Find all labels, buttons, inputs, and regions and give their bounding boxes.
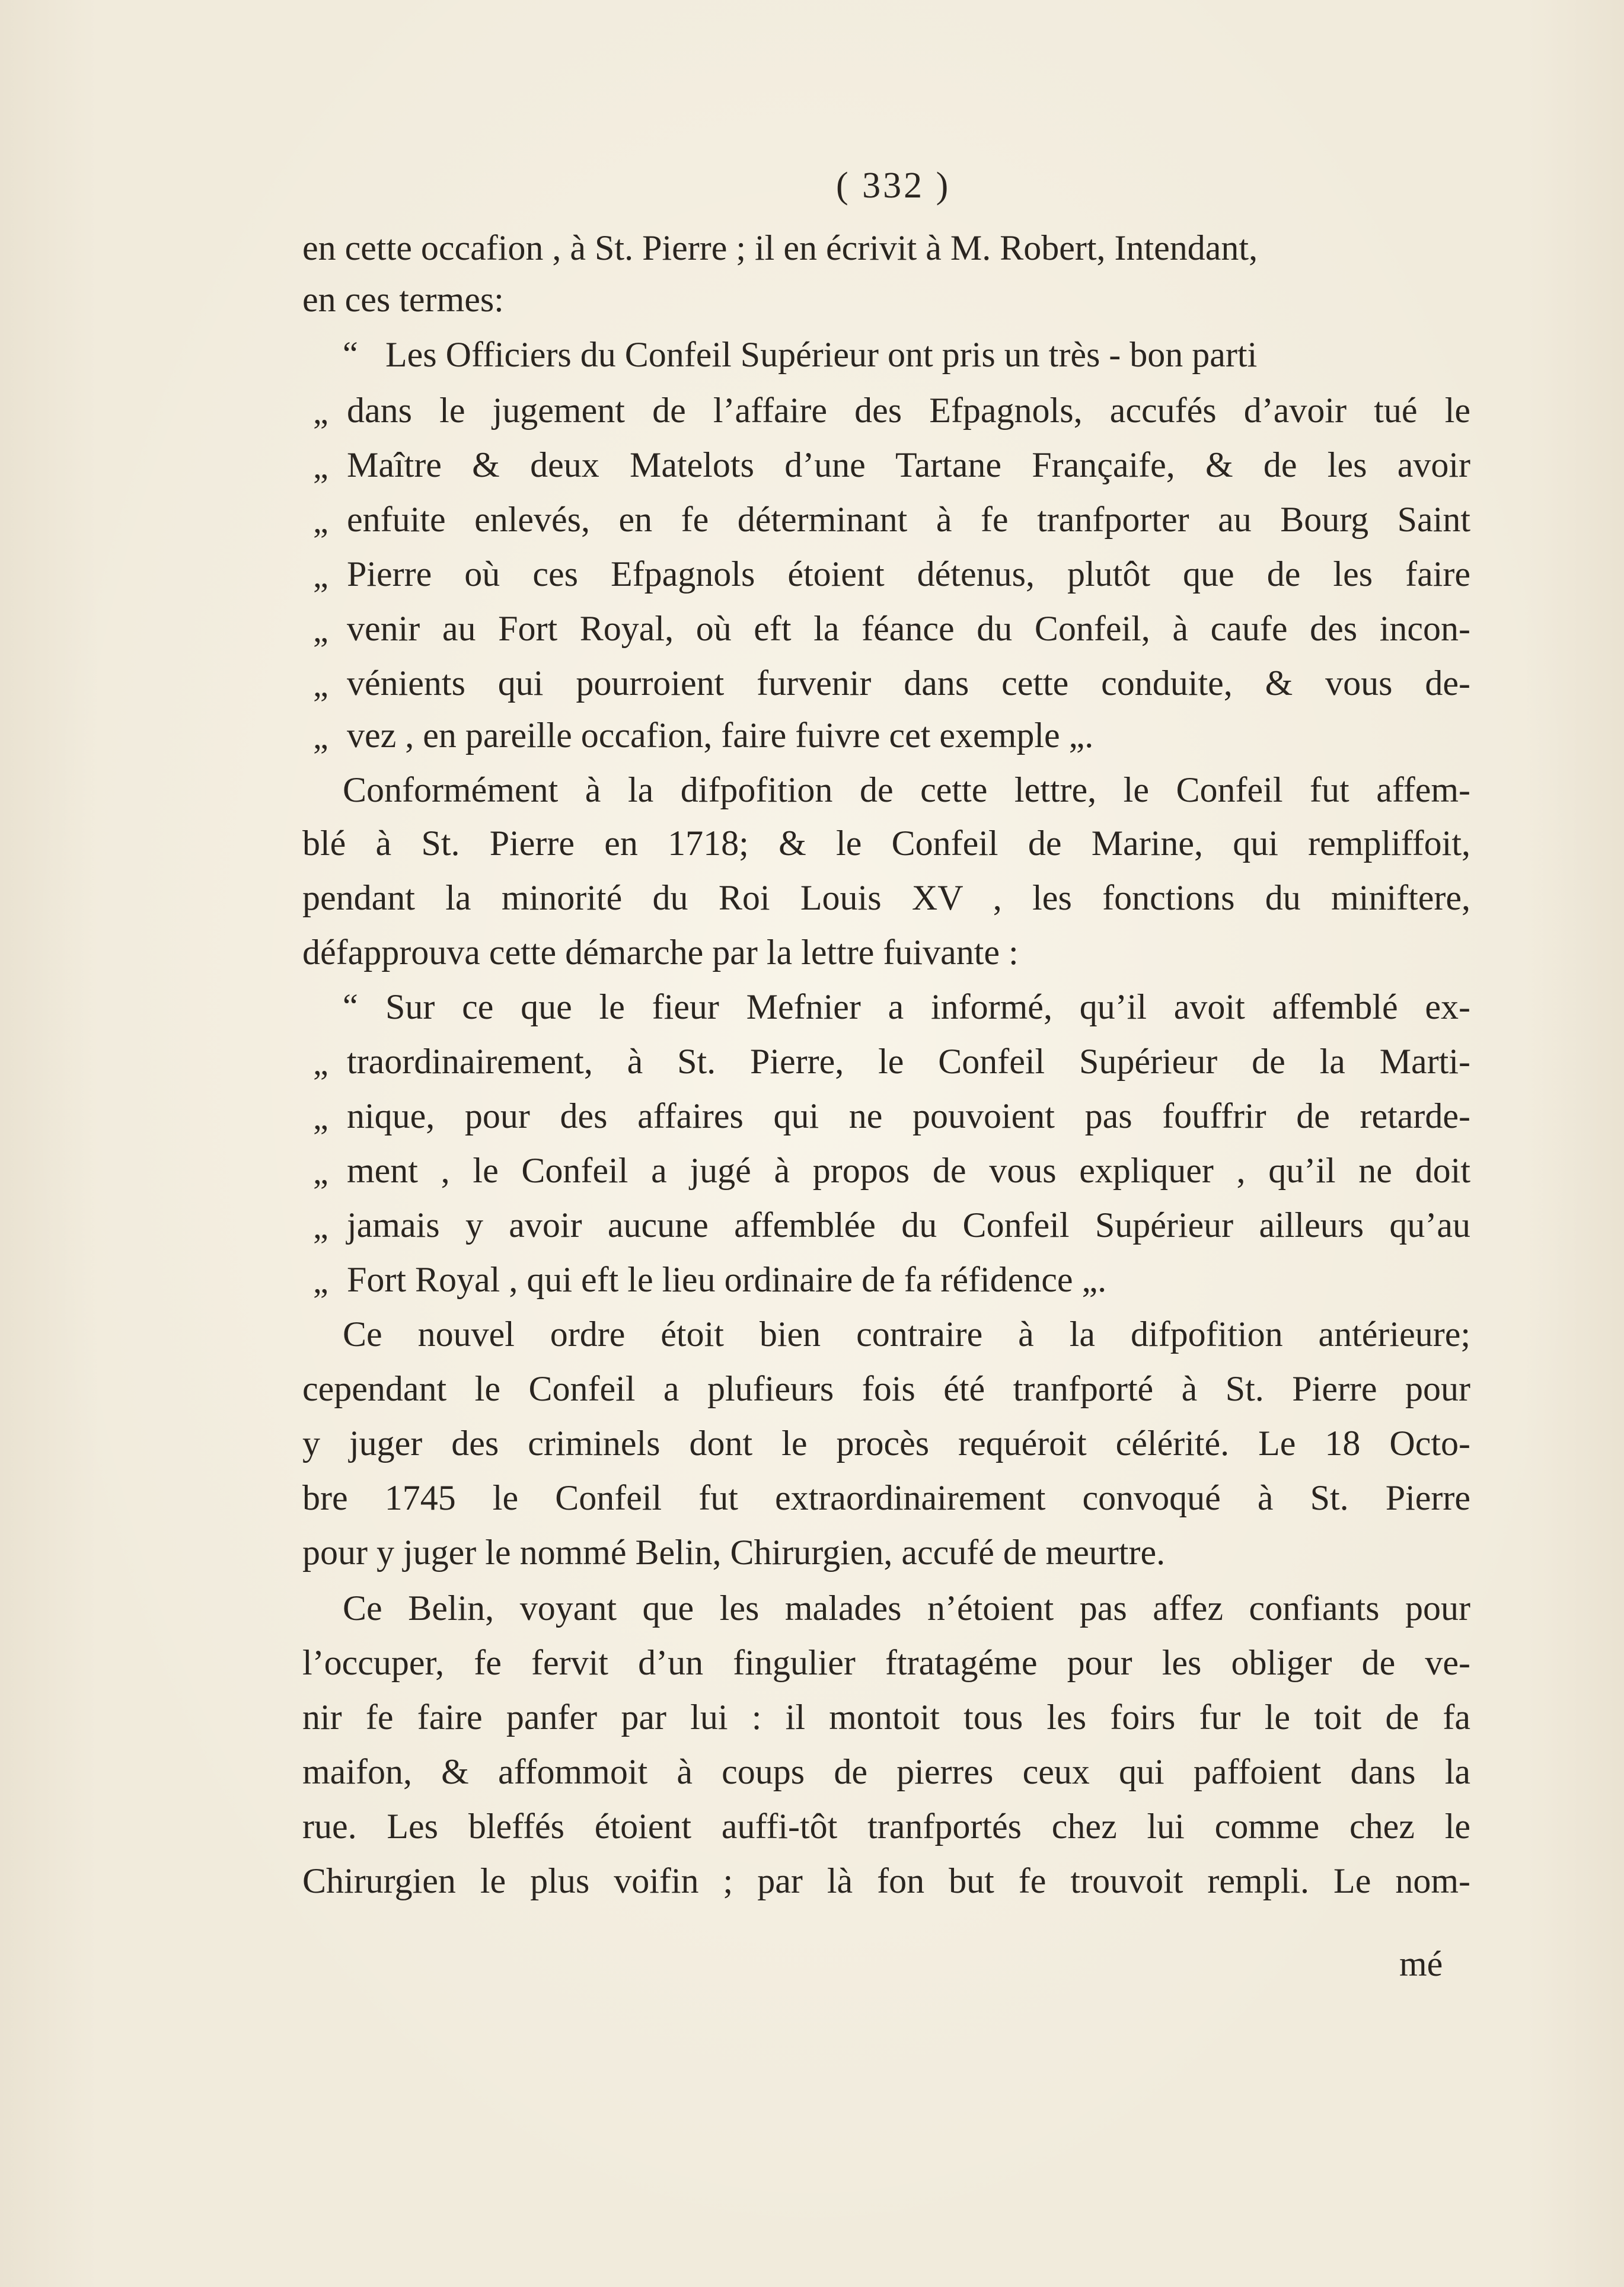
- text-line: rue. Les bleffés étoient auffi-tôt tranfportés chez lui comme chez le: [302, 1807, 1470, 1846]
- text-line: nir fe faire panfer par lui : il montoit tous les foirs fur le toit de fa: [302, 1698, 1470, 1737]
- continuation-quote-mark: „: [313, 1153, 328, 1191]
- text-line: Pierre où ces Efpagnols étoient détenus, plutôt que de les faire: [347, 554, 1470, 594]
- continuation-quote-mark: „: [313, 502, 328, 540]
- continuation-quote-mark: „: [313, 717, 328, 756]
- continuation-quote-mark: „: [313, 1262, 328, 1300]
- page-number: ( 332 ): [836, 165, 951, 206]
- open-quote-mark: “: [343, 987, 358, 1025]
- text-line: Ce nouvel ordre étoit bien contraire à la difpofition antérieure;: [343, 1315, 1470, 1354]
- text-line: jamais y avoir aucune affemblée du Confeil Supérieur ailleurs qu’au: [347, 1205, 1470, 1245]
- text-line: Chirurgien le plus voifin ; par là fon but fe trouvoit rempli. Le nom-: [302, 1861, 1470, 1900]
- text-line: Ce Belin, voyant que les malades n’étoient pas affez confiants pour: [343, 1589, 1470, 1628]
- text-line: nique, pour des affaires qui ne pouvoient pas fouffrir de retarde-: [347, 1096, 1470, 1135]
- text-line: traordinairement, à St. Pierre, le Confeil Supérieur de la Marti-: [347, 1042, 1470, 1081]
- text-line: Maître & deux Matelots d’une Tartane Françaife, & de les avoir: [347, 445, 1470, 484]
- open-quote-mark: “: [343, 334, 358, 373]
- text-line: Conformément à la difpofition de cette lettre, le Confeil fut affem-: [343, 770, 1470, 809]
- text-line: dans le jugement de l’affaire des Efpagnols, accufés d’avoir tué le: [347, 391, 1470, 430]
- continuation-quote-mark: „: [313, 556, 328, 595]
- continuation-quote-mark: „: [313, 393, 328, 431]
- text-line: y juger des criminels dont le procès requéroit célérité. Le 18 Octo-: [302, 1424, 1470, 1463]
- text-line: Sur ce que le fieur Mefnier a informé, qu’il avoit affemblé ex-: [385, 987, 1470, 1026]
- text-line: vez , en pareille occafion, faire fuivre cet exemple „.: [347, 716, 1094, 755]
- text-line: Les Officiers du Confeil Supérieur ont pris un très - bon parti: [385, 335, 1258, 374]
- continuation-quote-mark: „: [313, 1207, 328, 1246]
- text-line: pour y juger le nommé Belin, Chirurgien, accufé de meurtre.: [302, 1533, 1166, 1572]
- text-line: enfuite enlevés, en fe déterminant à fe tranfporter au Bourg Saint: [347, 500, 1470, 539]
- continuation-quote-mark: „: [313, 665, 328, 704]
- continuation-quote-mark: „: [313, 1044, 328, 1082]
- text-line: bre 1745 le Confeil fut extraordinairement convoqué à St. Pierre: [302, 1478, 1470, 1517]
- continuation-quote-mark: „: [313, 611, 328, 649]
- text-line: cependant le Confeil a plufieurs fois été tranfporté à St. Pierre pour: [302, 1369, 1470, 1408]
- text-line: maifon, & affommoit à coups de pierres ceux qui paffoient dans la: [302, 1752, 1470, 1791]
- text-line: en cette occafion , à St. Pierre ; il en écrivit à M. Robert, Intendant,: [302, 228, 1258, 267]
- text-line: défapprouva cette démarche par la lettre fuivante :: [302, 933, 1019, 972]
- text-line: l’occuper, fe fervit d’un fingulier ftratagéme pour les obliger de ve-: [302, 1643, 1470, 1682]
- text-line: venir au Fort Royal, où eft la féance du Confeil, à caufe des incon-: [347, 609, 1470, 648]
- catchword: mé: [1399, 1944, 1443, 1983]
- text-line: vénients qui pourroient furvenir dans cette conduite, & vous de-: [347, 664, 1470, 703]
- continuation-quote-mark: „: [313, 1098, 328, 1137]
- continuation-quote-mark: „: [313, 447, 328, 486]
- text-line: Fort Royal , qui eft le lieu ordinaire de fa réfidence „.: [347, 1260, 1107, 1299]
- text-line: ment , le Confeil a jugé à propos de vous expliquer , qu’il ne doit: [347, 1151, 1470, 1190]
- text-line: blé à St. Pierre en 1718; & le Confeil de Marine, qui rempliffoit,: [302, 824, 1470, 863]
- text-line: en ces termes:: [302, 280, 504, 319]
- text-line: pendant la minorité du Roi Louis XV , les fonctions du miniftere,: [302, 878, 1470, 917]
